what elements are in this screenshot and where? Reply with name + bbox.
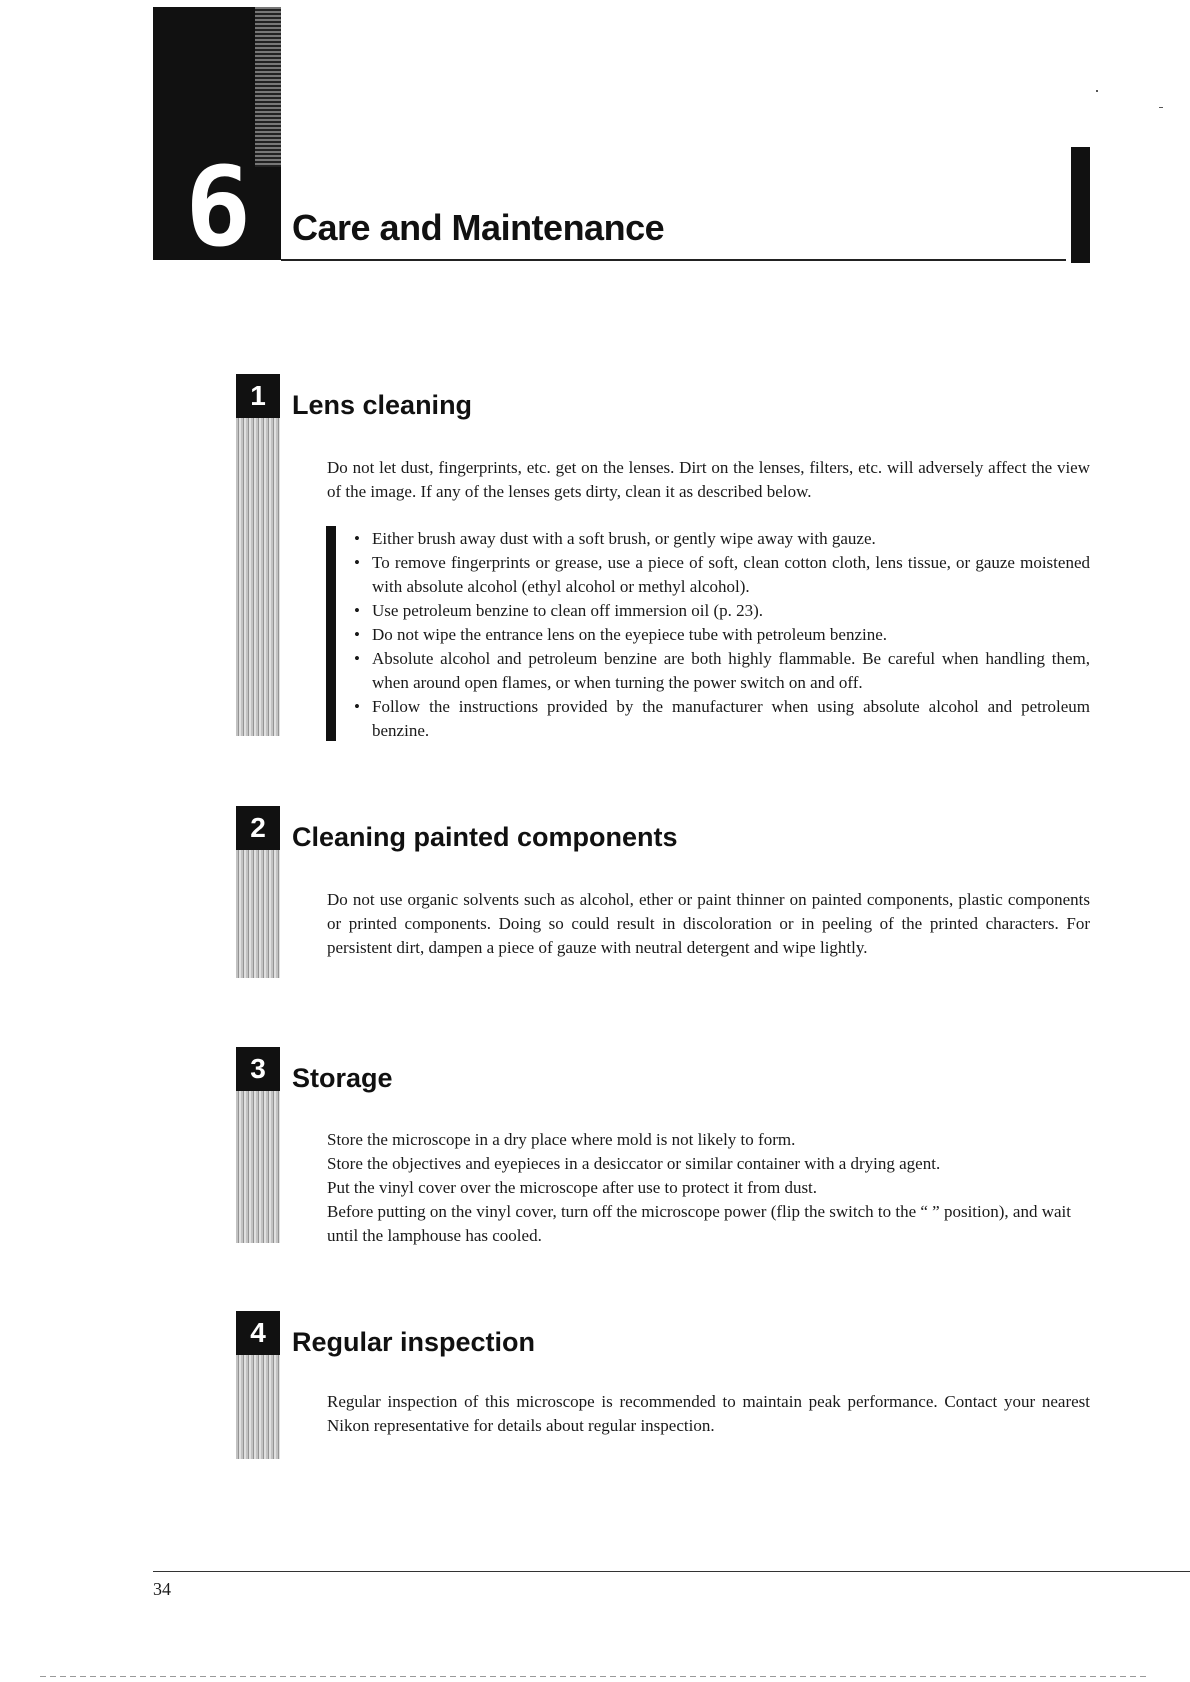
scan-edge-dots (40, 1676, 1150, 1677)
section-title: Lens cleaning (292, 390, 473, 420)
section-side-shading (236, 850, 280, 978)
section-body-text (327, 1128, 1090, 1248)
chapter-end-bar (1071, 147, 1090, 263)
paragraph: Do not let dust, fingerprints, etc. get on the lenses. Dirt on the lenses, filters, etc. will adversely affect the view of the image. If any of the lenses gets dirty, clean it as described below. (327, 458, 1090, 501)
chapter-title: Care and Maintenance (292, 207, 665, 248)
list-item: • Either brush away dust with a soft brush, or gently wipe away with gauze. (350, 527, 1090, 551)
section-side-shading (236, 1355, 280, 1459)
paragraph: Do not use organic solvents such as alcohol, ether or paint thinner on painted components, plastic components or printed components. Doing so could result in discoloration or in peeling of the printed characters. For persistent dirt, dampen a piece of gauze with neutral detergent and wipe lightly. (327, 890, 1090, 957)
section-body-text (327, 1390, 1090, 1438)
paragraph: Store the objectives and eyepieces in a desiccator or similar container with a drying agent. (327, 1154, 941, 1173)
section-side-shading (236, 418, 280, 736)
list-item: • Use petroleum benzine to clean off immersion oil (p. 23). (350, 599, 1090, 623)
section-side-shading (236, 1091, 280, 1243)
list-item: • Follow the instructions provided by the manufacturer when using absolute alcohol and petroleum benzine. (350, 695, 1090, 743)
list-item: • Absolute alcohol and petroleum benzine are both highly flammable. Be careful when handling them, when around open flames, or when turning the power switch on and off. (350, 647, 1090, 695)
paragraph: Before putting on the vinyl cover, turn off the microscope power (flip the switch to the “ ” position), and wait until the lamphouse has cooled. (327, 1202, 1071, 1245)
section-title: Regular inspection (292, 1327, 536, 1357)
paragraph: Put the vinyl cover over the microscope after use to protect it from dust. (327, 1178, 818, 1197)
section-number-badge: 1 (236, 374, 280, 418)
scan-speck (1096, 90, 1098, 92)
note-bar (326, 526, 336, 741)
chapter-title-rule (281, 259, 1066, 261)
section-title: Storage (292, 1063, 393, 1093)
scan-speck (1159, 107, 1163, 108)
chapter-numeral: 6 (185, 143, 252, 271)
section-number-badge: 4 (236, 1311, 280, 1355)
chapter-block-halftone (255, 7, 281, 167)
section-number-badge: 3 (236, 1047, 280, 1091)
section-number-badge: 2 (236, 806, 280, 850)
page-number: 34 (153, 1579, 171, 1599)
section-body-text (327, 888, 1090, 960)
paragraph: Regular inspection of this microscope is recommended to maintain peak performance. Contact your nearest Nikon representative for details about regular inspection. (327, 1392, 1090, 1435)
paragraph: Store the microscope in a dry place where mold is not likely to form. (327, 1130, 796, 1149)
chapter-number-block (153, 7, 281, 271)
section-title: Cleaning painted components (292, 822, 678, 852)
list-item: • Do not wipe the entrance lens on the eyepiece tube with petroleum benzine. (350, 623, 1090, 647)
cleaning-bullet-list (350, 527, 1090, 743)
list-item: • To remove fingerprints or grease, use a piece of soft, clean cotton cloth, lens tissue, or gauze moistened with absolute alcohol (ethyl alcohol or methyl alcohol). (350, 551, 1090, 599)
footer-rule (153, 1571, 1190, 1572)
section-intro-text (327, 456, 1090, 504)
